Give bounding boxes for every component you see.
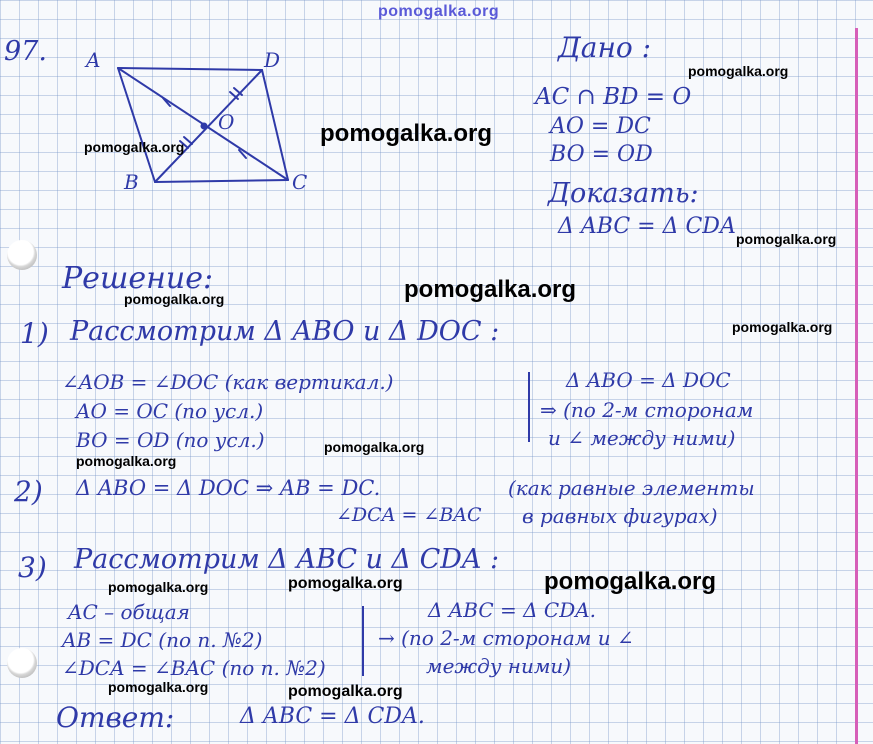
given-line: BO = OD [550, 142, 653, 167]
watermark: pomogalka.org [404, 276, 577, 303]
label-c: C [292, 170, 308, 194]
given-heading: Дано : [558, 31, 652, 64]
step-number: 3) [18, 551, 47, 584]
step1-left-line: BO = OD (по усл.) [76, 428, 265, 452]
answer-label: Ответ: [56, 701, 175, 734]
step1-title: Рассмотрим Δ ABO и Δ DOC : [70, 316, 500, 347]
label-a: A [86, 48, 101, 72]
step3-left-line: AB = DC (по п. №2) [62, 628, 263, 652]
step2-note: (как равные элементы [508, 476, 755, 500]
watermark: pomogalka.org [84, 139, 185, 155]
point-o [201, 123, 208, 130]
step1-right-line: ⇒ (по 2-м сторонам [540, 398, 754, 422]
step1-left-line: ∠AOB = ∠DOC (как вертикал.) [62, 370, 394, 394]
prove-statement: Δ ABC = Δ CDA [558, 214, 736, 239]
step1-brace-line [528, 372, 530, 442]
step3-title: Рассмотрим Δ ABC и Δ CDA : [74, 544, 500, 575]
given-line: AC ∩ BD = O [535, 84, 692, 110]
step3-right-line: Δ ABC = Δ CDA. [428, 598, 597, 622]
step2-line: ∠DCA = ∠BAC [336, 504, 482, 526]
watermark: pomogalka.org [732, 319, 833, 335]
step3-right-line: → (по 2-м сторонам и ∠ [378, 626, 634, 650]
watermark: pomogalka.org [108, 579, 209, 595]
watermark: pomogalka.org [320, 120, 493, 147]
step-number: 2) [14, 475, 43, 508]
problem-number: 97. [4, 36, 47, 67]
given-line: AO = DC [550, 114, 651, 139]
step2-line: Δ ABO = Δ DOC ⇒ AB = DC. [76, 476, 381, 500]
step3-right-line: между ними) [426, 654, 572, 678]
watermark: pomogalka.org [288, 575, 403, 592]
label-d: D [264, 48, 281, 72]
step3-left-line: AC – общая [68, 600, 190, 624]
watermark: pomogalka.org [688, 63, 789, 79]
watermark: pomogalka.org [544, 568, 717, 595]
watermark: pomogalka.org [76, 453, 177, 469]
tick-mark [184, 137, 192, 144]
label-o: O [218, 110, 235, 134]
watermark: pomogalka.org [124, 291, 225, 307]
watermark: pomogalka.org [288, 683, 403, 700]
label-b: B [124, 170, 139, 194]
side-ad [118, 68, 262, 70]
step1-left-line: AO = OC (по усл.) [76, 399, 264, 423]
step1-right-line: Δ ABO = Δ DOC [566, 368, 731, 392]
diagonal-bd [155, 70, 262, 182]
top-watermark: pomogalka.org [378, 3, 500, 20]
answer-value: Δ ABC = Δ CDA. [240, 704, 425, 729]
step3-left-line: ∠DCA = ∠BAC (по п. №2) [62, 656, 326, 680]
solution-heading: Решение: [62, 261, 214, 296]
step1-right-line: и ∠ между ними) [548, 426, 736, 450]
step-number: 1) [20, 317, 49, 350]
side-cb [155, 180, 288, 182]
step2-note: в равных фигурах) [522, 504, 718, 528]
prove-heading: Доказать: [548, 178, 699, 209]
watermark: pomogalka.org [108, 679, 209, 695]
step3-brace-line [362, 606, 364, 676]
watermark: pomogalka.org [736, 231, 837, 247]
watermark: pomogalka.org [324, 439, 425, 455]
side-ba [118, 68, 155, 182]
side-dc [262, 70, 288, 180]
